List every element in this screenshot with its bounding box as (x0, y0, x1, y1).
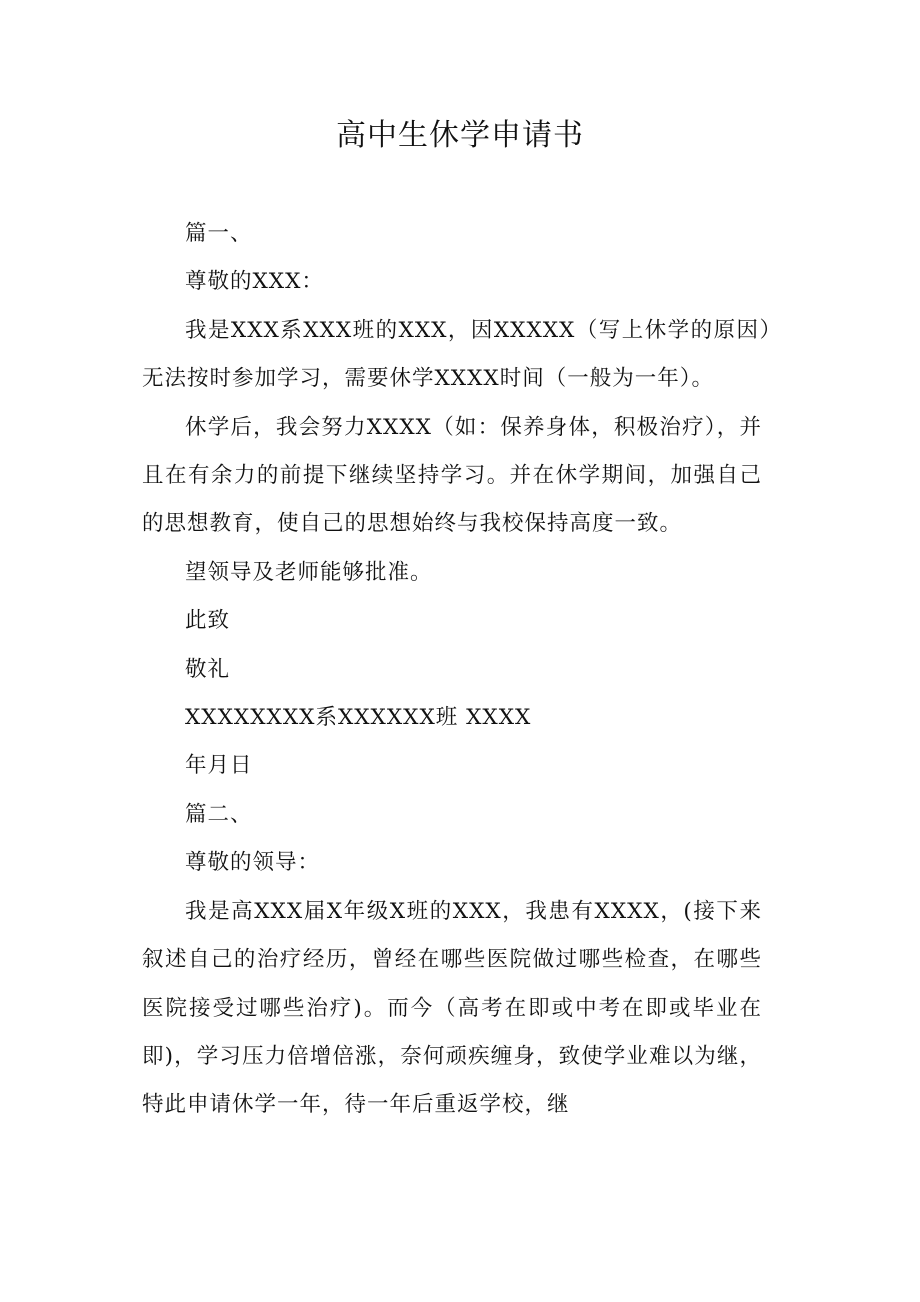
body-paragraph: 望领导及老师能够批准。 (185, 559, 433, 585)
body-paragraph: 我是XXX系XXX班的XXX，因XXXXX（写上休学的原因）无法按时参加学习，需要休学XXXX时间（一般为一年）。 (142, 317, 782, 392)
closing-line: 此致 (185, 608, 231, 634)
document-body (142, 210, 782, 1130)
document-title: 高中生休学申请书 (336, 118, 584, 153)
section-heading-one: 篇一、 (185, 221, 253, 246)
body-paragraph: 休学后，我会努力XXXX（如：保养身体，积极治疗），并且在有余力的前提下继续坚持学习。并在休学期间，加强自己的思想教育，使自己的思想始终与我校保持高度一致。 (142, 414, 762, 537)
signature-line: XXXXXXXX系XXXXXX班 XXXX (185, 705, 532, 731)
salutation-one: 尊敬的XXX： (185, 269, 324, 295)
section-heading-two: 篇二、 (185, 801, 253, 827)
body-paragraph: 我是高XXX届X年级X班的XXX，我患有XXXX，(接下来叙述自己的治疗经历，曾经在哪些医院做过哪些检查，在哪些医院接受过哪些治疗)。而今（高考在即或中考在即或毕业在即)，学习压力倍增倍涨，奈何顽疾缠身，致使学业难以为继，特此申请休学一年，待一年后重返学校，继 (142, 898, 762, 1118)
date-line: 年月日 (185, 753, 253, 779)
closing-line: 敬礼 (185, 656, 231, 682)
salutation-two: 尊敬的领导： (185, 850, 321, 876)
